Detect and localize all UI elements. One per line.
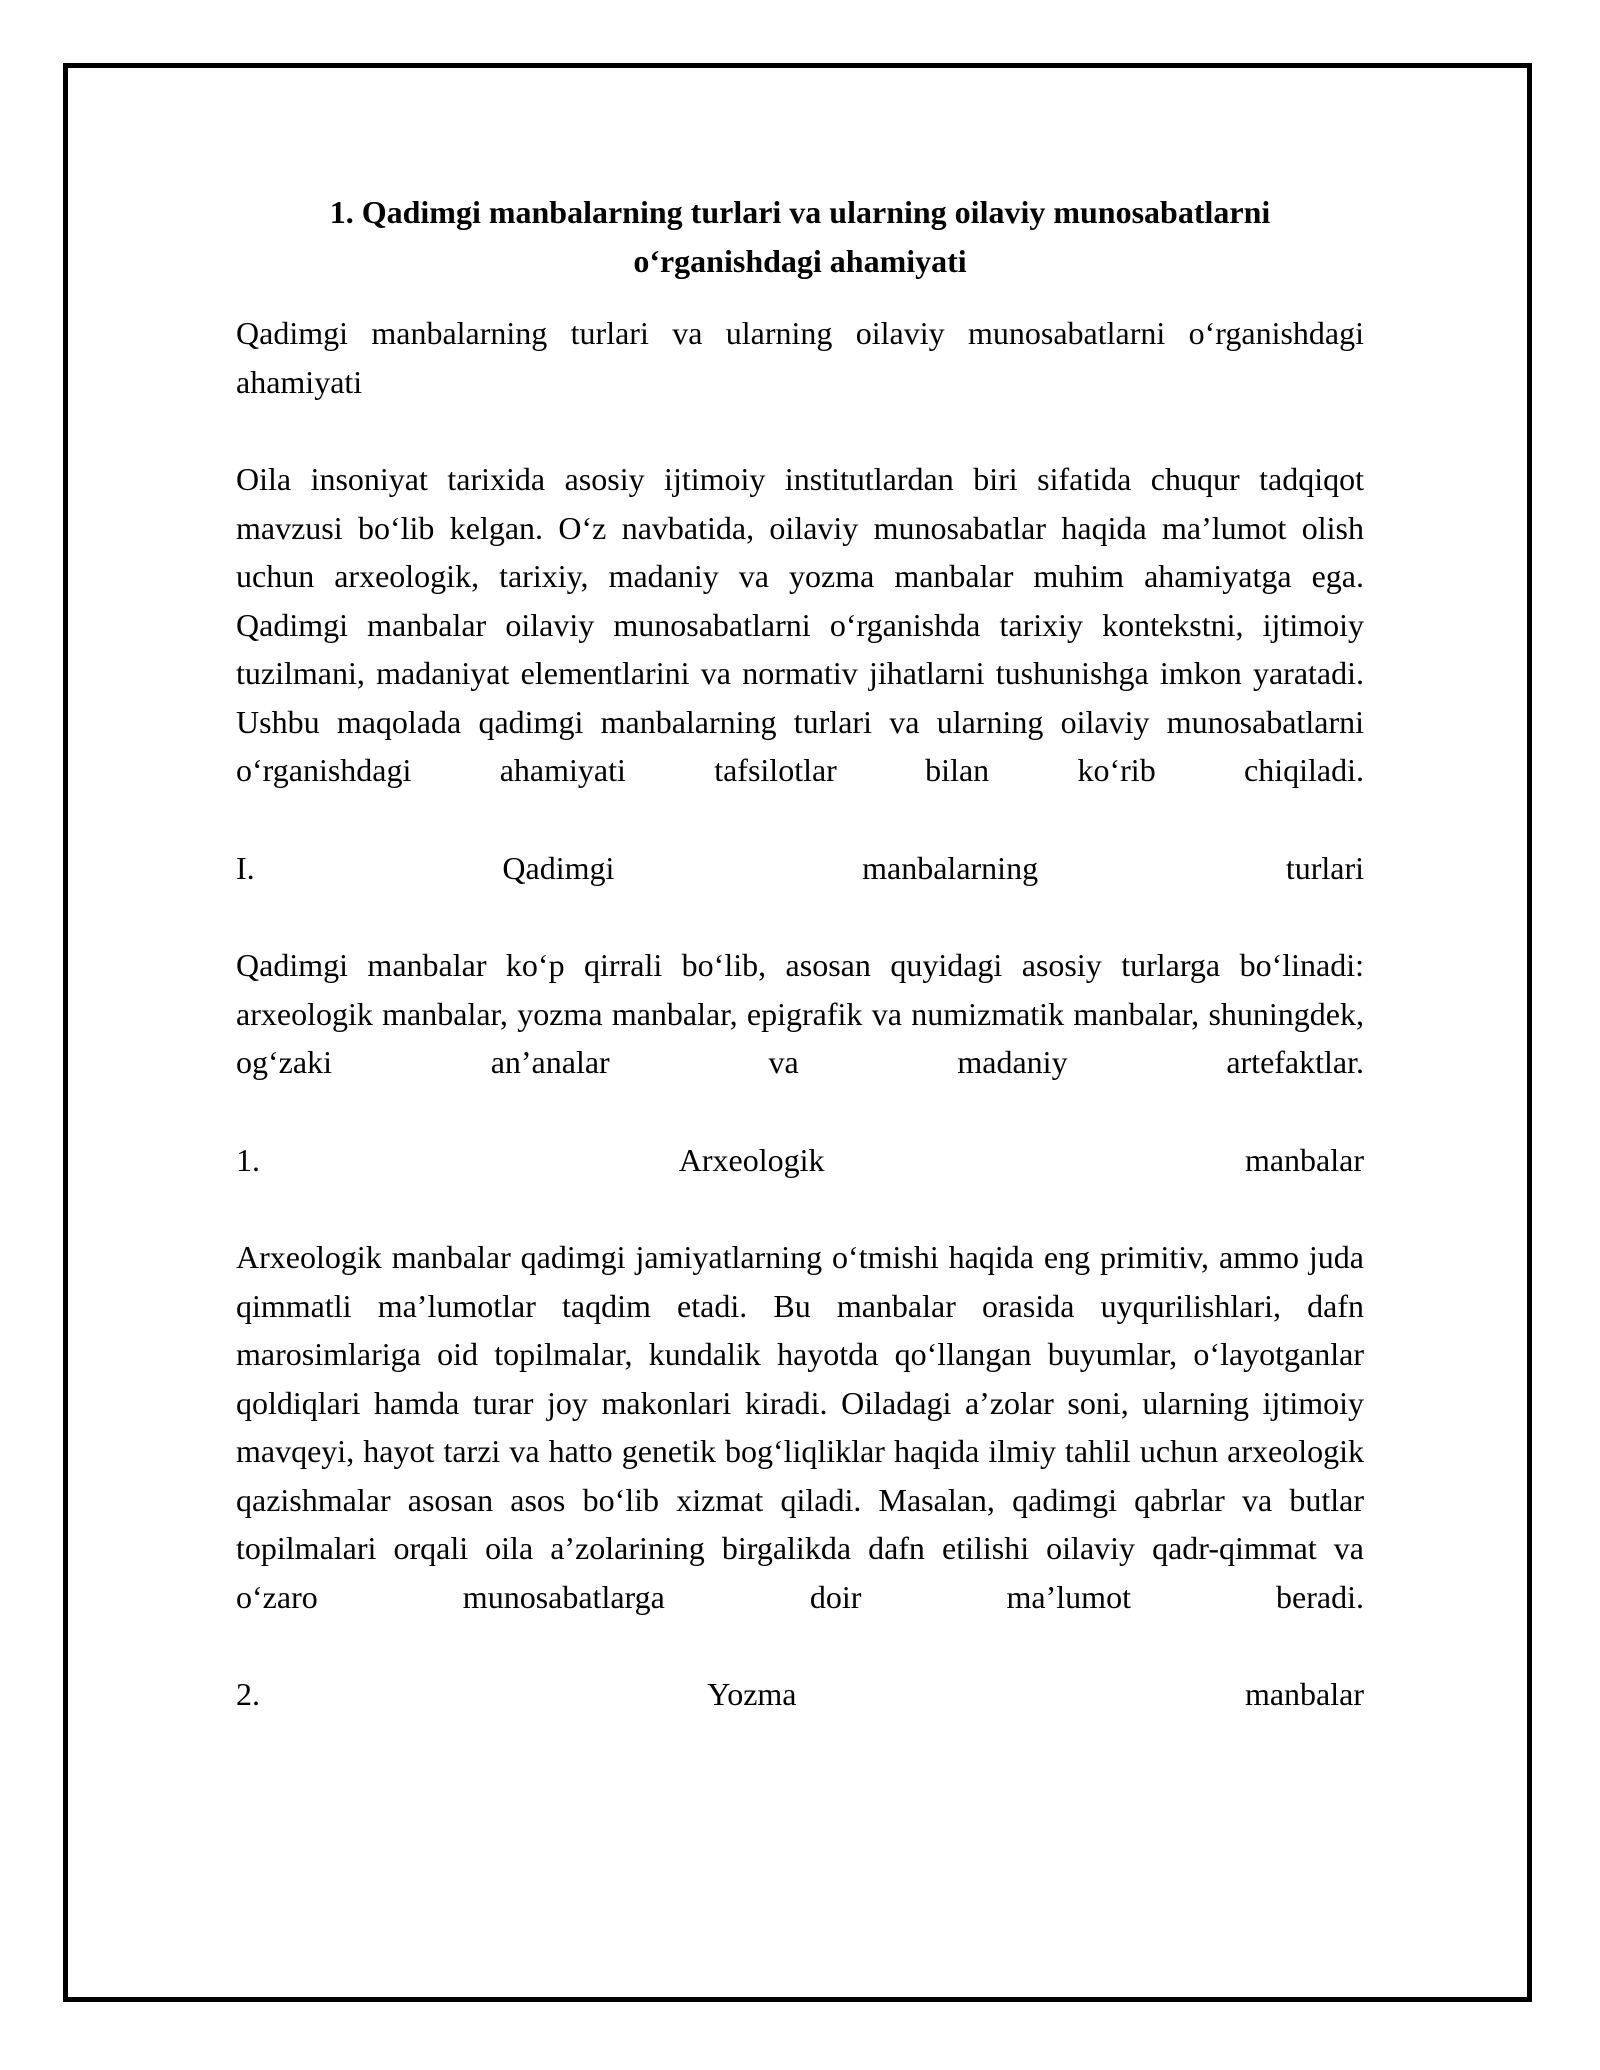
section-heading-archaeological: 1. Arxeologik manbalar bbox=[236, 1141, 1364, 1178]
document-body bbox=[236, 188, 1364, 1768]
title-line-2: o‘rganishdagi ahamiyati bbox=[633, 243, 967, 279]
types-paragraph: Qadimgi manbalar ko‘p qirrali bo‘lib, asosan quyidagi asosiy turlarga bo‘linadi: arxeologik manbalar, yozma manbalar, epigrafik va numizmatik manbalar, shuningdek, og‘zaki an’analar va madaniy artefaktlar. bbox=[236, 947, 1364, 1080]
subtitle-paragraph: Qadimgi manbalarning turlari va ularning oilaviy munosabatlarni o‘rganishdagi ahamiyati bbox=[236, 315, 1364, 400]
section-heading-types: I. Qadimgi manbalarning turlari bbox=[236, 849, 1364, 886]
title-line-1: 1. Qadimgi manbalarning turlari va ularning oilaviy munosabatlarni bbox=[329, 194, 1271, 230]
intro-paragraph: Oila insoniyat tarixida asosiy ijtimoiy institutlardan biri sifatida chuqur tadqiqot mavzusi bo‘lib kelgan. O‘z navbatida, oilaviy munosabatlar haqida ma’lumot olish uchun arxeologik, tarixiy, madaniy va yozma manbalar muhim ahamiyatga ega. Qadimgi manbalar oilaviy munosabatlarni o‘rganishda tarixiy kontekstni, ijtimoiy tuzilmani, madaniyat elementlarini va normativ jihatlarni tushunishga imkon yaratadi. Ushbu maqolada qadimgi manbalarning turlari va ularning oilaviy munosabatlarni o‘rganishdagi ahamiyati tafsilotlar bilan ko‘rib chiqiladi. bbox=[236, 461, 1364, 788]
archaeological-paragraph: Arxeologik manbalar qadimgi jamiyatlarning o‘tmishi haqida eng primitiv, ammo juda qimmatli ma’lumotlar taqdim etadi. Bu manbalar orasida uyqurilishlari, dafn marosimlariga oid topilmalar, kundalik hayotda qo‘llangan buyumlar, o‘layotganlar qoldiqlari hamda turar joy makonlari kiradi. Oiladagi a’zolar soni, ularning ijtimoiy mavqeyi, hayot tarzi va hatto genetik bog‘liqliklar haqida ilmiy tahlil uchun arxeologik qazishmalar asosan asos bo‘lib xizmat qiladi. Masalan, qadimgi qabrlar va butlar topilmalari orqali oila a’zolarining birgalikda dafn etilishi oilaviy qadr-qimmat va o‘zaro munosabatlarga doir ma’lumot beradi. bbox=[236, 1239, 1364, 1615]
section-heading-written: 2. Yozma manbalar bbox=[236, 1676, 1364, 1712]
document-title bbox=[236, 188, 1364, 286]
